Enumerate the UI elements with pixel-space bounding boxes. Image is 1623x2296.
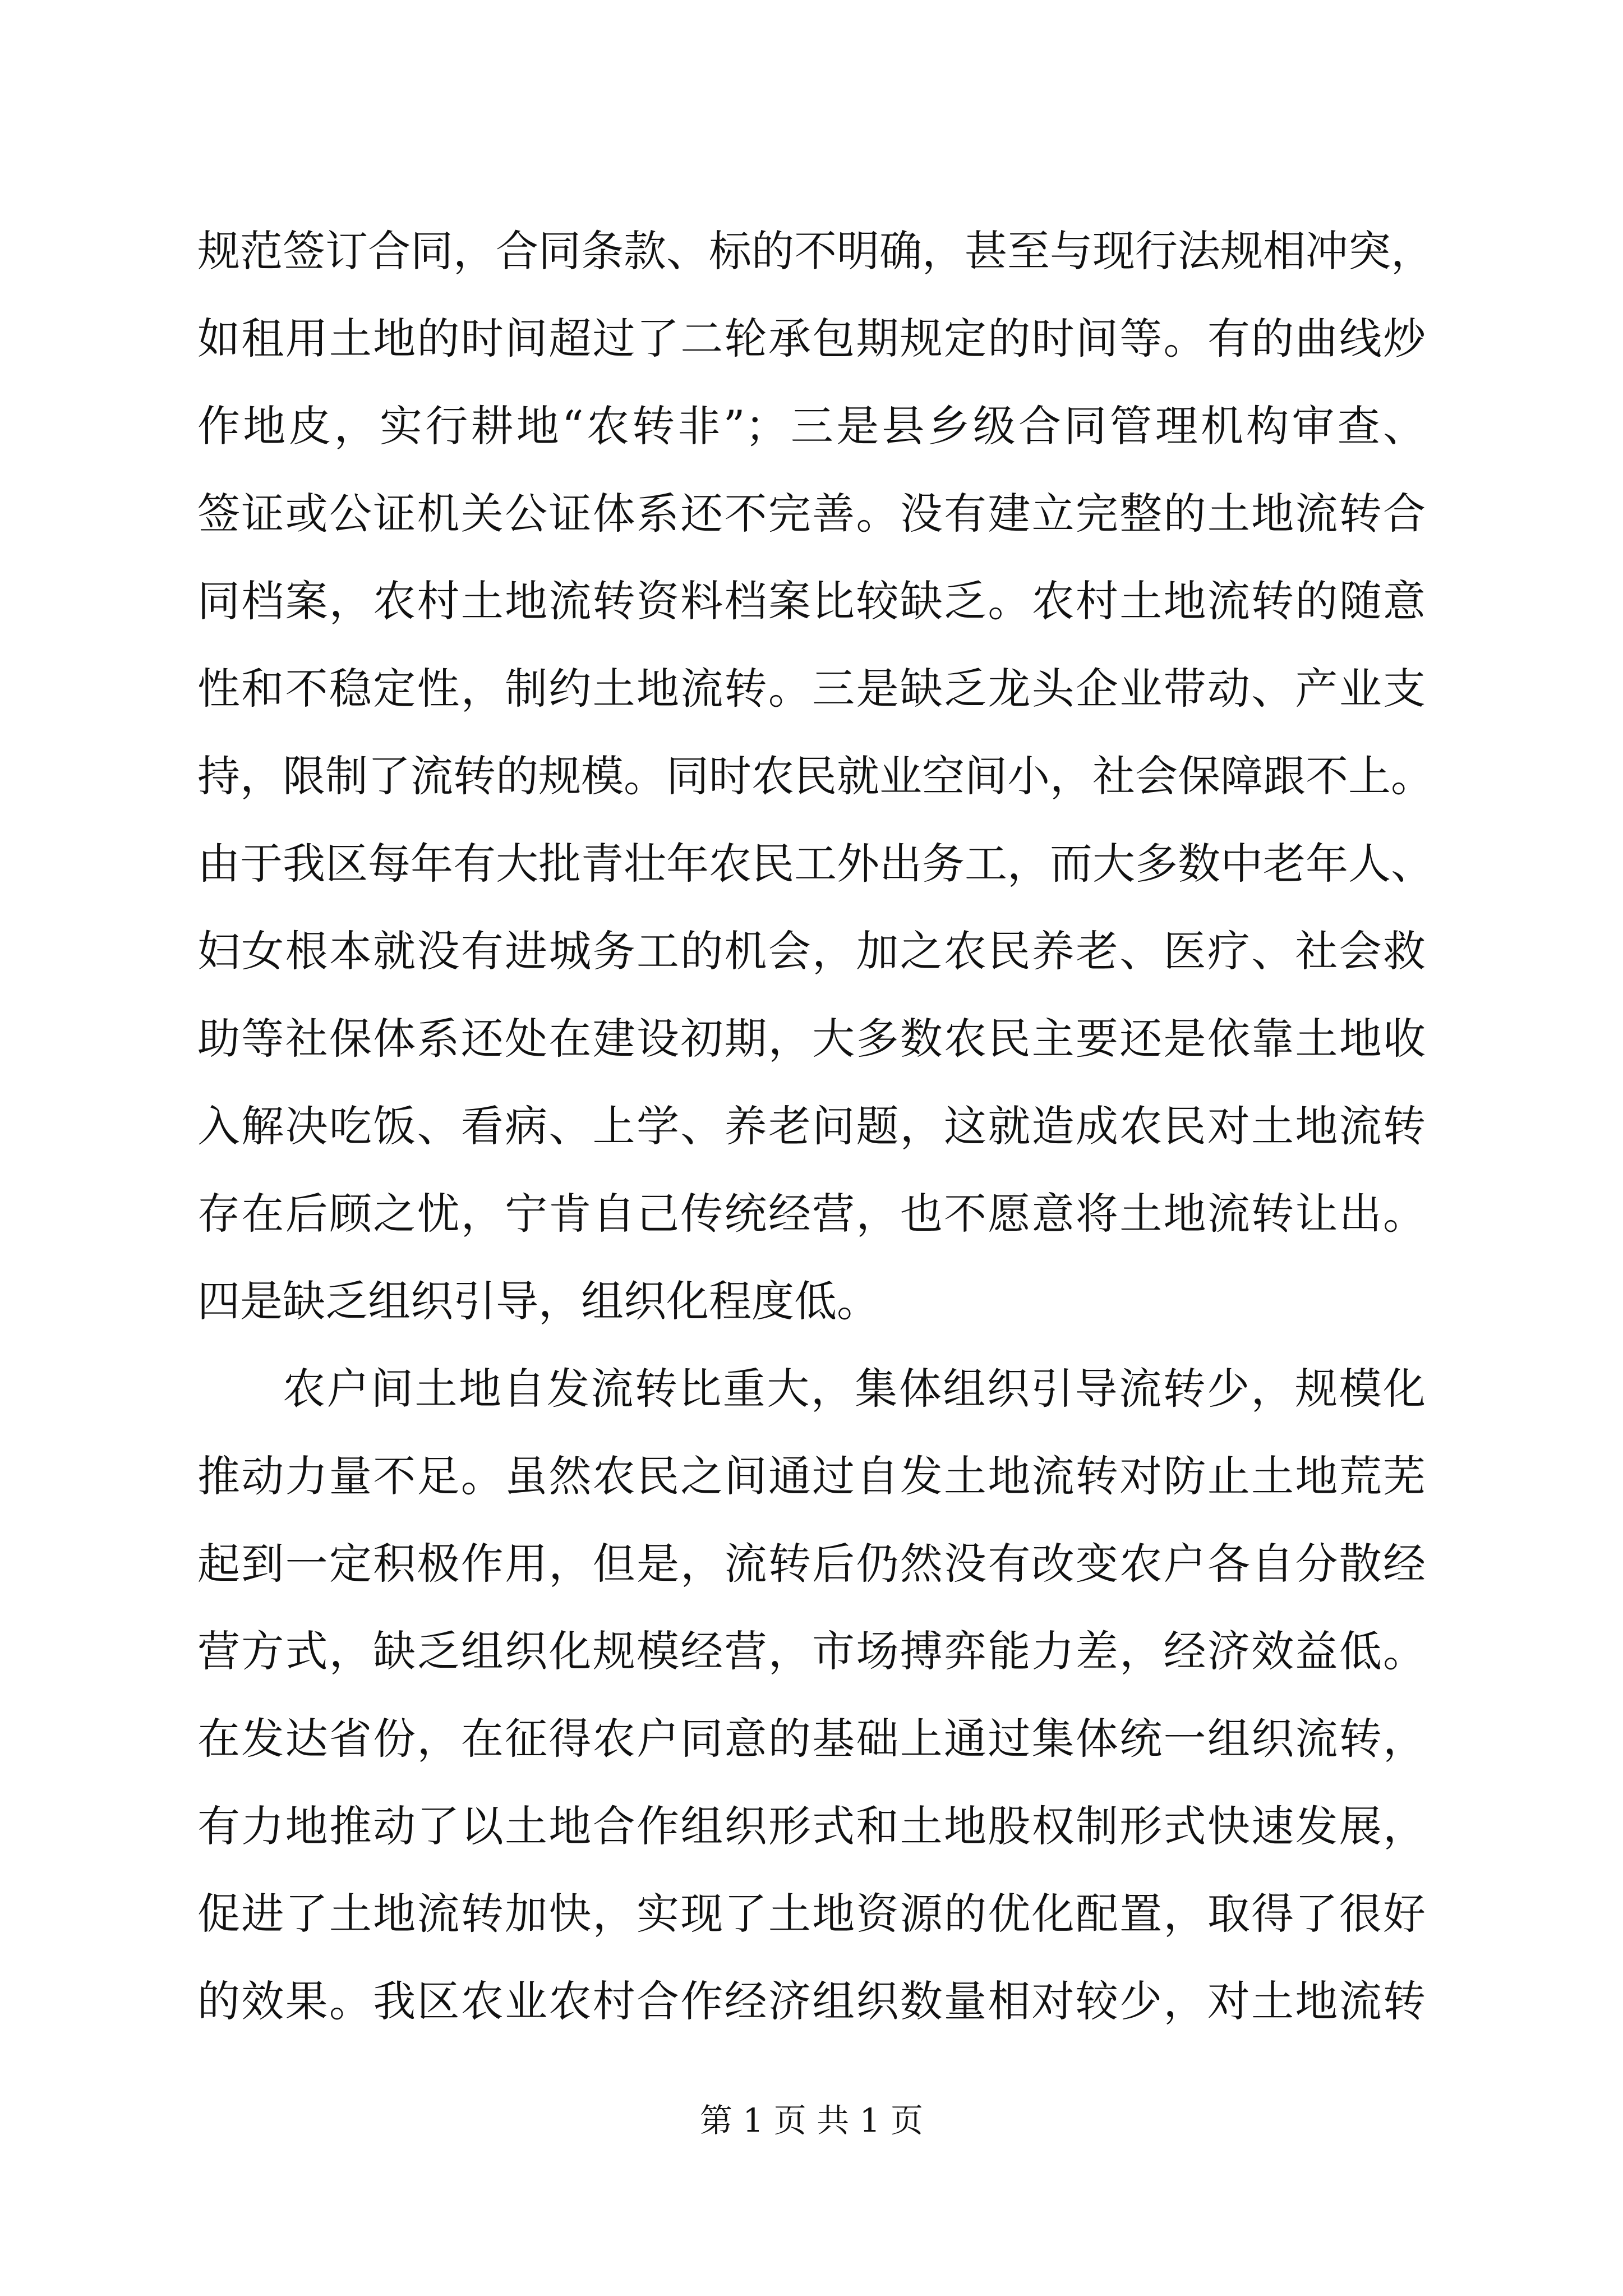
text-line: 有力地推动了以土地合作组织形式和土地股权制形式快速发展， [197, 1801, 1426, 1851]
text-line: 作地皮，实行耕地“农转非”；三是县乡级合同管理机构审查、 [197, 401, 1426, 451]
body-text [197, 208, 1433, 2045]
page-number-footer: 第 1 页 共 1 页 [700, 2101, 923, 2139]
text-line: 助等社保体系还处在建设初期，大多数农民主要还是依靠土地收 [197, 1014, 1426, 1064]
text-line: 签证或公证机关公证体系还不完善。没有建立完整的土地流转合 [197, 489, 1426, 539]
text-line: 营方式，缺乏组织化规模经营，市场搏弈能力差，经济效益低。 [197, 1626, 1426, 1676]
text-line: 的效果。我区农业农村合作经济组织数量相对较少，对土地流转 [197, 1976, 1426, 2026]
text-line: 如租用土地的时间超过了二轮承包期规定的时间等。有的曲线炒 [197, 314, 1426, 364]
text-line: 在发达省份，在征得农户同意的基础上通过集体统一组织流转， [197, 1714, 1426, 1764]
text-line: 入解决吃饭、看病、上学、养老问题，这就造成农民对土地流转 [197, 1101, 1426, 1151]
text-line: 同档案，农村土地流转资料档案比较缺乏。农村土地流转的随意 [197, 576, 1426, 626]
paragraph-first-line: 农户间土地自发流转比重大，集体组织引导流转少，规模化 [283, 1364, 1426, 1414]
text-line: 存在后顾之忧，宁肯自己传统经营，也不愿意将土地流转让出。 [197, 1189, 1426, 1239]
text-line: 推动力量不足。虽然农民之间通过自发土地流转对防止土地荒芜 [197, 1451, 1426, 1501]
text-line: 持，限制了流转的规模。同时农民就业空间小，社会保障跟不上。 [197, 751, 1433, 801]
text-line: 四是缺乏组织引导，组织化程度低。 [197, 1276, 879, 1326]
text-line: 规范签订合同，合同条款、标的不明确，甚至与现行法规相冲突， [197, 226, 1433, 276]
text-line: 起到一定积极作用，但是，流转后仍然没有改变农户各自分散经 [197, 1539, 1426, 1589]
text-line: 妇女根本就没有进城务工的机会，加之农民养老、医疗、社会救 [197, 926, 1426, 976]
text-line: 性和不稳定性，制约土地流转。三是缺乏龙头企业带动、产业支 [197, 664, 1426, 714]
text-line: 促进了土地流转加快，实现了土地资源的优化配置，取得了很好 [197, 1889, 1426, 1939]
text-line: 由于我区每年有大批青壮年农民工外出务工，而大多数中老年人、 [197, 839, 1433, 889]
